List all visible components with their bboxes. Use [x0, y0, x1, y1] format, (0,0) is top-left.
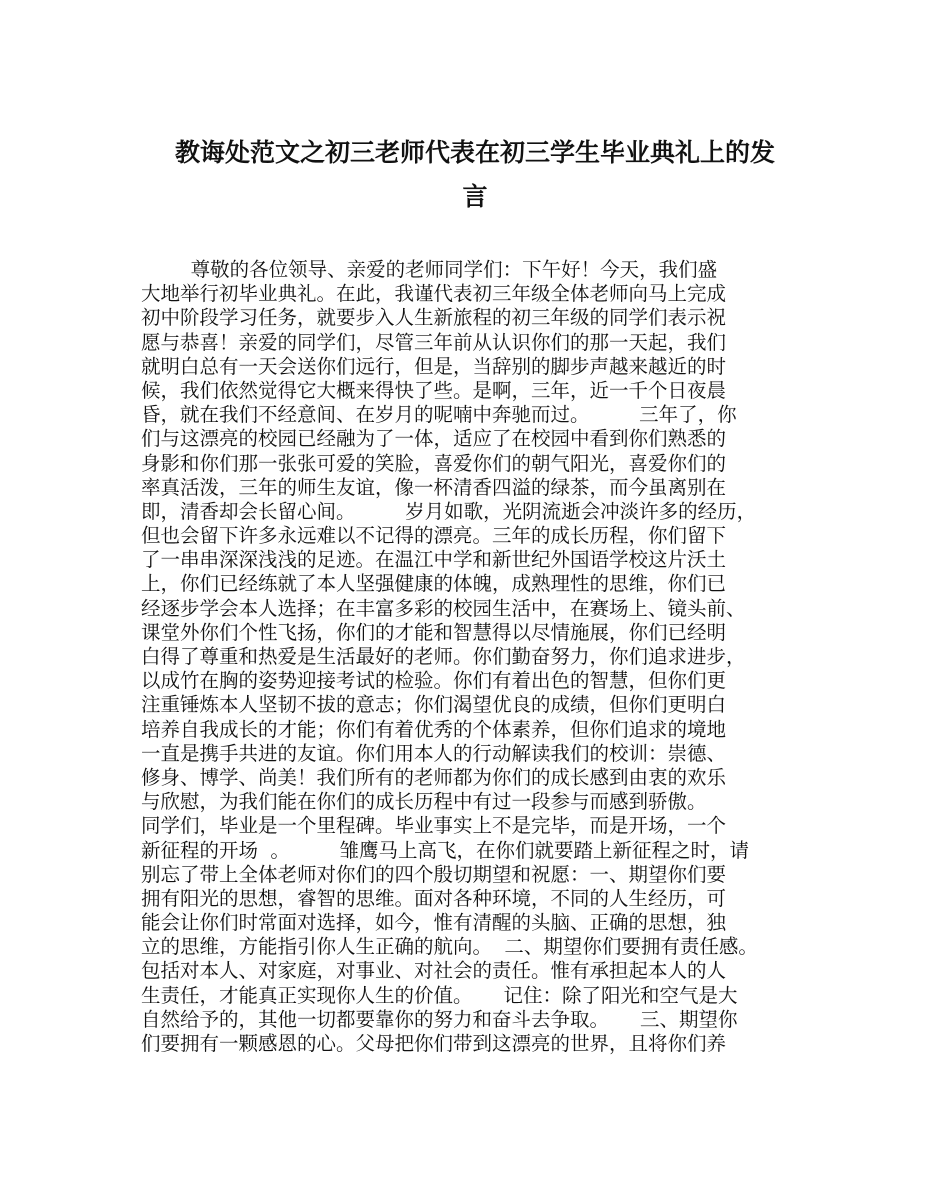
- body-line: 候，我们依然觉得它大概来得快了些。是啊，三年，近一千个日夜晨: [141, 378, 727, 402]
- body-line: 了一串串深深浅浅的足迹。在温江中学和新世纪外国语学校这片沃土: [141, 548, 727, 572]
- body-line: 昏，就在我们不经意间、在岁月的呢喃中奔驰而过。 三年了，你: [141, 403, 737, 427]
- body-line: 愿与恭喜！亲爱的同学们，尽管三年前从认识你们的那一天起，我们: [141, 330, 727, 354]
- body-line: 们与这漂亮的校园已经融为了一体，适应了在校园中看到你们熟悉的: [141, 427, 727, 451]
- body-line: 能会让你们时常面对选择，如今，惟有清醒的头脑、正确的思想，独: [141, 911, 727, 935]
- body-line: 尊敬的各位领导、亲爱的老师同学们：下午好！今天，我们盛: [141, 258, 718, 281]
- body-line: 别忘了带上全体老师对你们的四个殷切期望和祝愿：一、期望你们要: [141, 862, 727, 886]
- body-line: 率真活泼，三年的师生友谊，像一杯清香四溢的绿茶，而今虽离别在: [141, 475, 727, 499]
- body-line: 但也会留下许多永远难以不记得的漂亮。三年的成长历程，你们留下: [141, 524, 727, 548]
- body-line: 拥有阳光的思想，睿智的思维。面对各种环境，不同的人生经历，可: [141, 886, 727, 910]
- document-body: [141, 258, 825, 1056]
- body-line: 就明白总有一天会送你们远行，但是，当辞别的脚步声越来越近的时: [141, 354, 727, 378]
- body-line: 经逐步学会本人选择；在丰富多彩的校园生活中，在赛场上、镜头前、: [141, 596, 746, 620]
- title-line: 言: [462, 182, 488, 211]
- body-line: 一直是携手共进的友谊。你们用本人的行动解读我们的校训：崇德、: [141, 741, 727, 765]
- body-line: 即，清香却会长留心间。 岁月如歌，光阴流逝会冲淡许多的经历，: [141, 499, 757, 523]
- body-line: 立的思维，方能指引你人生正确的航向。 二、期望你们要拥有责任感。: [141, 935, 758, 959]
- body-line: 注重锤炼本人坚韧不拔的意志；你们渴望优良的成绩，但你们更明白: [141, 693, 727, 717]
- title-line: 教诲处范文之初三老师代表在初三学生毕业典礼上的发: [174, 138, 775, 167]
- body-line: 自然给予的，其他一切都要靠你的努力和奋斗去争取。 三、期望你: [141, 1007, 738, 1031]
- body-line: 生责任，才能真正实现你人生的价值。 记住：除了阳光和空气是大: [141, 983, 738, 1007]
- body-line: 新征程的开场 。 雏鹰马上高飞，在你们就要踏上新征程之时，请: [141, 838, 749, 862]
- body-line: 包括对本人、对家庭，对事业、对社会的责任。惟有承担起本人的人: [141, 959, 727, 983]
- body-line: 们要拥有一颗感恩的心。父母把你们带到这漂亮的世界，且将你们养: [141, 1032, 727, 1055]
- body-line: 初中阶段学习任务，就要步入人生新旅程的初三年级的同学们表示祝: [141, 306, 727, 330]
- body-line: 上，你们已经练就了本人坚强健康的体魄，成熟理性的思维，你们已: [141, 572, 727, 596]
- body-line: 与欣慰，为我们能在你们的成长历程中有过一段参与而感到骄傲。: [141, 790, 707, 814]
- body-line: 培养自我成长的才能；你们有着优秀的个体素养，但你们追求的境地: [141, 717, 727, 741]
- body-line: 身影和你们那一张张可爱的笑脸，喜爱你们的朝气阳光，喜爱你们的: [141, 451, 727, 475]
- body-line: 修身、博学、尚美！我们所有的老师都为你们的成长感到由衷的欢乐: [141, 765, 727, 789]
- body-line: 课堂外你们个性飞扬，你们的才能和智慧得以尽情施展，你们已经明: [141, 620, 727, 644]
- document-title: [140, 131, 810, 219]
- body-line: 同学们，毕业是一个里程碑。毕业事实上不是完毕，而是开场，一个: [141, 814, 727, 838]
- body-line: 白得了尊重和热爱是生活最好的老师。你们勤奋努力，你们追求进步，: [141, 645, 746, 668]
- body-line: 以成竹在胸的姿势迎接考试的检验。你们有着出色的智慧，但你们更: [141, 669, 727, 693]
- body-line: 大地举行初毕业典礼。在此，我谨代表初三年级全体老师向马上完成: [141, 282, 727, 306]
